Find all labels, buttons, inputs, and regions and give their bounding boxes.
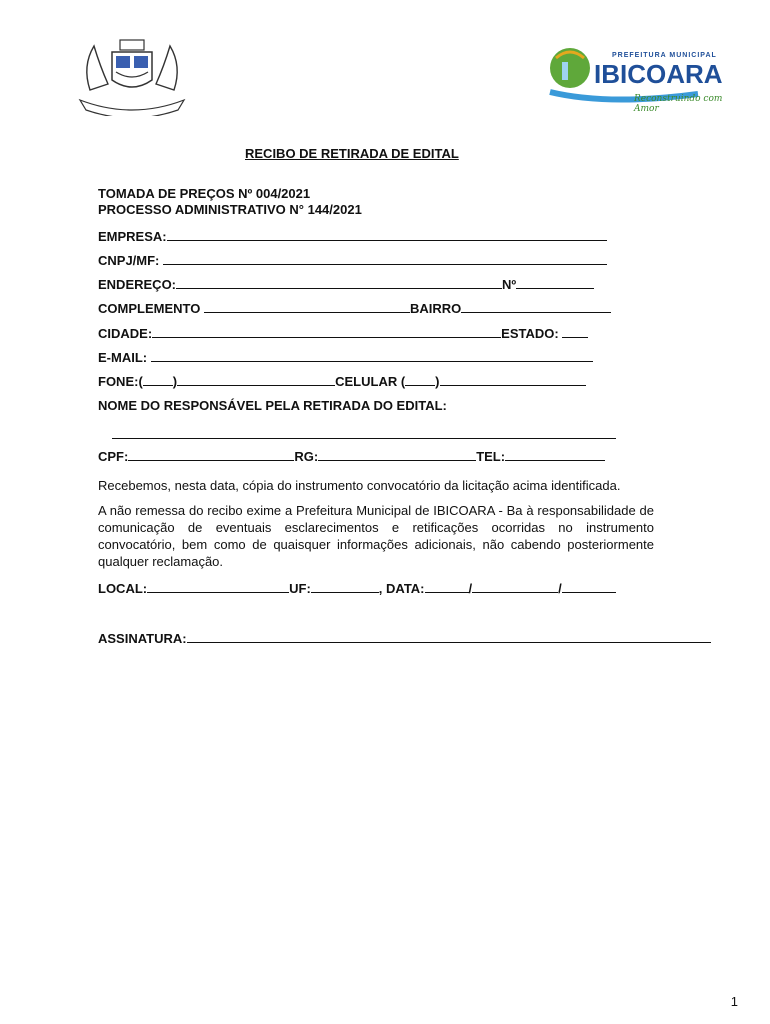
celular-field[interactable]: [440, 374, 586, 386]
empresa-label: EMPRESA:: [98, 229, 167, 244]
fone-ddd-field[interactable]: [143, 374, 173, 386]
empresa-field[interactable]: [167, 229, 607, 241]
responsavel-label: NOME DO RESPONSÁVEL PELA RETIRADA DO EDITAL:: [98, 398, 447, 413]
local-label: LOCAL:: [98, 581, 148, 596]
local-row: [98, 581, 616, 597]
email-label: E-MAIL:: [98, 350, 148, 365]
logo-line2: IBICOARA: [594, 59, 723, 89]
endereco-row: [98, 277, 594, 293]
paragraph-receipt: Recebemos, nesta data, cópia do instrumento convocatório da licitação acima identificada.: [98, 478, 621, 493]
uf-field[interactable]: [311, 581, 379, 593]
cpf-field[interactable]: [128, 449, 294, 461]
data-label: , DATA:: [378, 581, 425, 596]
responsavel-field[interactable]: [112, 438, 616, 439]
celular-label: CELULAR (: [335, 374, 406, 389]
cnpj-label: CNPJ/MF:: [98, 253, 160, 268]
cpf-label: CPF:: [98, 449, 129, 464]
complemento-row: [98, 301, 611, 317]
complemento-field[interactable]: [204, 301, 410, 313]
empresa-row: [98, 229, 607, 245]
data-month-field[interactable]: [472, 581, 558, 593]
data-sep-1: /: [468, 581, 473, 596]
paragraph-disclaimer: A não remessa do recibo exime a Prefeitura Municipal de IBICOARA - Ba à responsabilidade de comunicação de eventuais esclarecimentos e retificações ocorridas no instrumento convocatório, bem como de quaisquer informações adicionais, não cabendo posteriormente qualquer reclamação.: [98, 503, 654, 569]
cidade-field[interactable]: [152, 326, 501, 338]
assinatura-row: [98, 631, 711, 647]
endereco-field[interactable]: [176, 277, 502, 289]
municipal-coat-of-arms-icon: [78, 36, 186, 116]
cidade-label: CIDADE:: [98, 326, 153, 341]
assinatura-field[interactable]: [187, 631, 711, 643]
cnpj-field[interactable]: [163, 253, 607, 265]
estado-field[interactable]: [562, 326, 588, 338]
processo-line: PROCESSO ADMINISTRATIVO N° 144/2021: [98, 202, 362, 217]
data-day-field[interactable]: [425, 581, 469, 593]
bairro-field[interactable]: [461, 301, 611, 313]
celular-ddd-field[interactable]: [405, 374, 435, 386]
page-title: RECIBO DE RETIRADA DE EDITAL: [245, 146, 459, 161]
email-field[interactable]: [151, 350, 593, 362]
estado-label: ESTADO:: [501, 326, 559, 341]
fone-row: [98, 374, 586, 390]
cpf-row: [98, 449, 605, 465]
prefeitura-ibicoara-logo: [548, 44, 734, 114]
fone-close-paren: ): [172, 374, 178, 389]
cnpj-row: [98, 253, 607, 269]
fone-field[interactable]: [177, 374, 335, 386]
assinatura-label: ASSINATURA:: [98, 631, 187, 646]
bairro-label: BAIRRO: [409, 301, 462, 316]
tomada-line: TOMADA DE PREÇOS Nº 004/2021: [98, 186, 311, 201]
celular-close-paren: ): [435, 374, 440, 389]
rg-field[interactable]: [318, 449, 476, 461]
page-number: 1: [730, 994, 738, 1009]
numero-field[interactable]: [516, 277, 594, 289]
email-row: [98, 350, 593, 366]
rg-label: RG:: [294, 449, 319, 464]
data-year-field[interactable]: [562, 581, 616, 593]
tel-field[interactable]: [505, 449, 605, 461]
endereco-label: ENDEREÇO:: [98, 277, 177, 292]
data-sep-2: /: [558, 581, 562, 596]
numero-label: Nº: [502, 277, 517, 292]
logo-line1: PREFEITURA MUNICIPAL: [612, 52, 717, 59]
local-field[interactable]: [147, 581, 289, 593]
fone-label: FONE:(: [98, 374, 143, 389]
tel-label: TEL:: [476, 449, 506, 464]
uf-label: UF:: [289, 581, 311, 596]
complemento-label: COMPLEMENTO: [98, 301, 201, 316]
logo-slogan: Reconstruindo com Amor: [634, 94, 723, 114]
cidade-row: [98, 326, 588, 342]
